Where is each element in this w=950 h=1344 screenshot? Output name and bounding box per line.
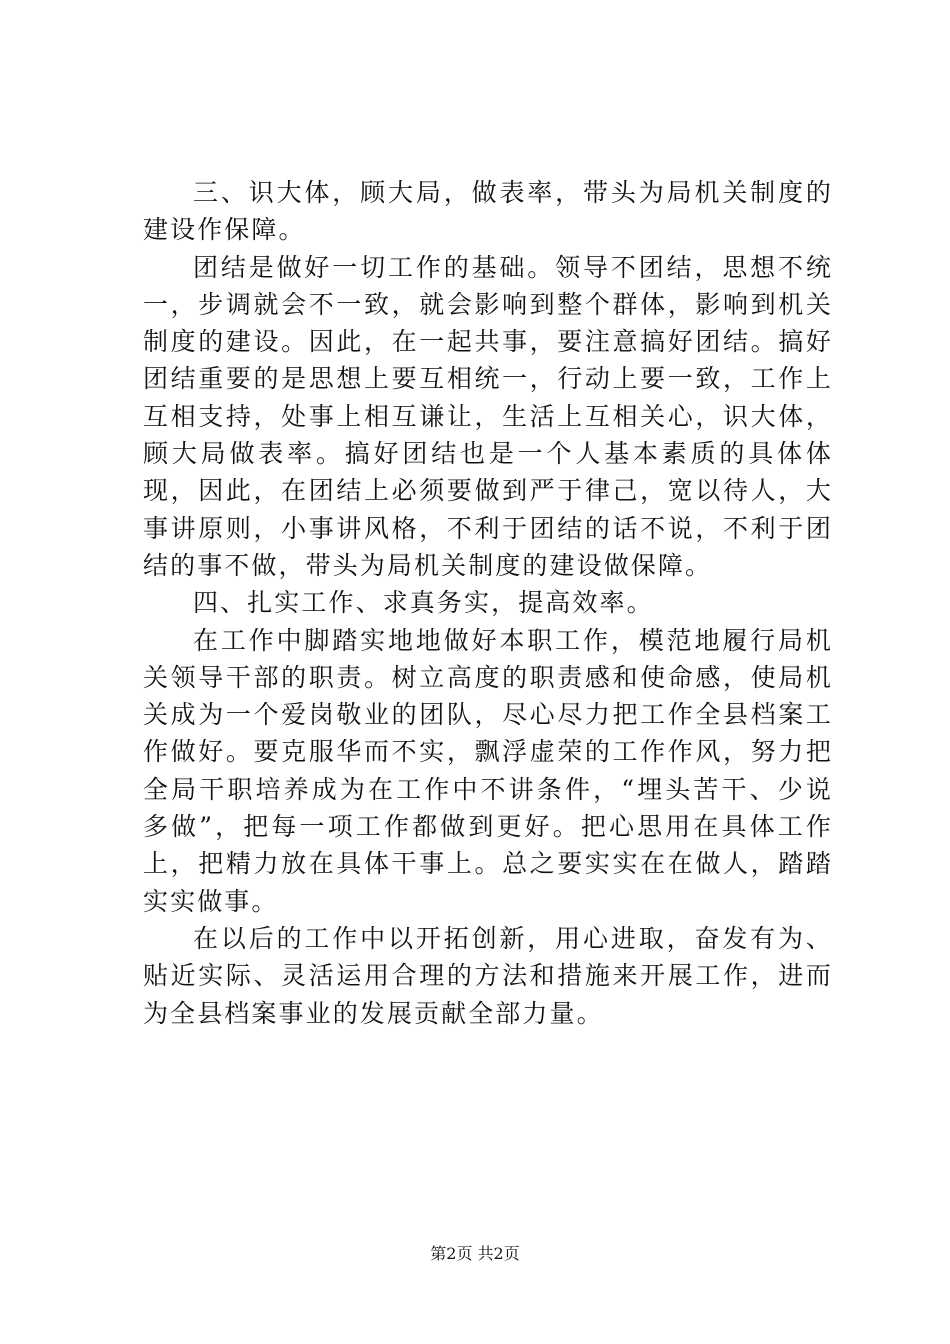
paragraph-conclusion: 在以后的工作中以开拓创新，用心进取，奋发有为、贴近实际、灵活运用合理的方法和措施来开展工作，进而为全县档案事业的发展贡献全部力量。 <box>143 923 833 1028</box>
section-heading-3: 三、识大体，顾大局，做表率，带头为局机关制度的建设作保障。 <box>143 178 833 245</box>
paragraph-work: 在工作中脚踏实地地做好本职工作，模范地履行局机关领导干部的职责。树立高度的职责感和使命感，使局机关成为一个爱岗敬业的团队，尽心尽力把工作全县档案工作做好。要克服华而不实，飘浮虚荣的工作作风，努力把全局干职培养成为在工作中不讲条件，“埋头苦干、少说多做”，把每一项工作都做到更好。把心思用在具体工作上，把精力放在具体干事上。总之要实实在在做人，踏踏实实做事。 <box>143 625 833 916</box>
page-footer: 第2页 共2页 <box>430 1244 520 1263</box>
section-heading-4: 四、扎实工作、求真务实，提高效率。 <box>193 588 654 618</box>
document-body <box>143 174 833 1032</box>
paragraph-unity: 团结是做好一切工作的基础。领导不团结，思想不统一，步调就会不一致，就会影响到整个群体，影响到机关制度的建设。因此，在一起共事，要注意搞好团结。搞好团结重要的是思想上要互相统一，行动上要一致，工作上互相支持，处事上相互谦让，生活上互相关心，识大体，顾大局做表率。搞好团结也是一个人基本素质的具体体现，因此，在团结上必须要做到严于律己，宽以待人，大事讲原则，小事讲风格，不利于团结的话不说，不利于团结的事不做，带头为局机关制度的建设做保障。 <box>143 252 833 580</box>
